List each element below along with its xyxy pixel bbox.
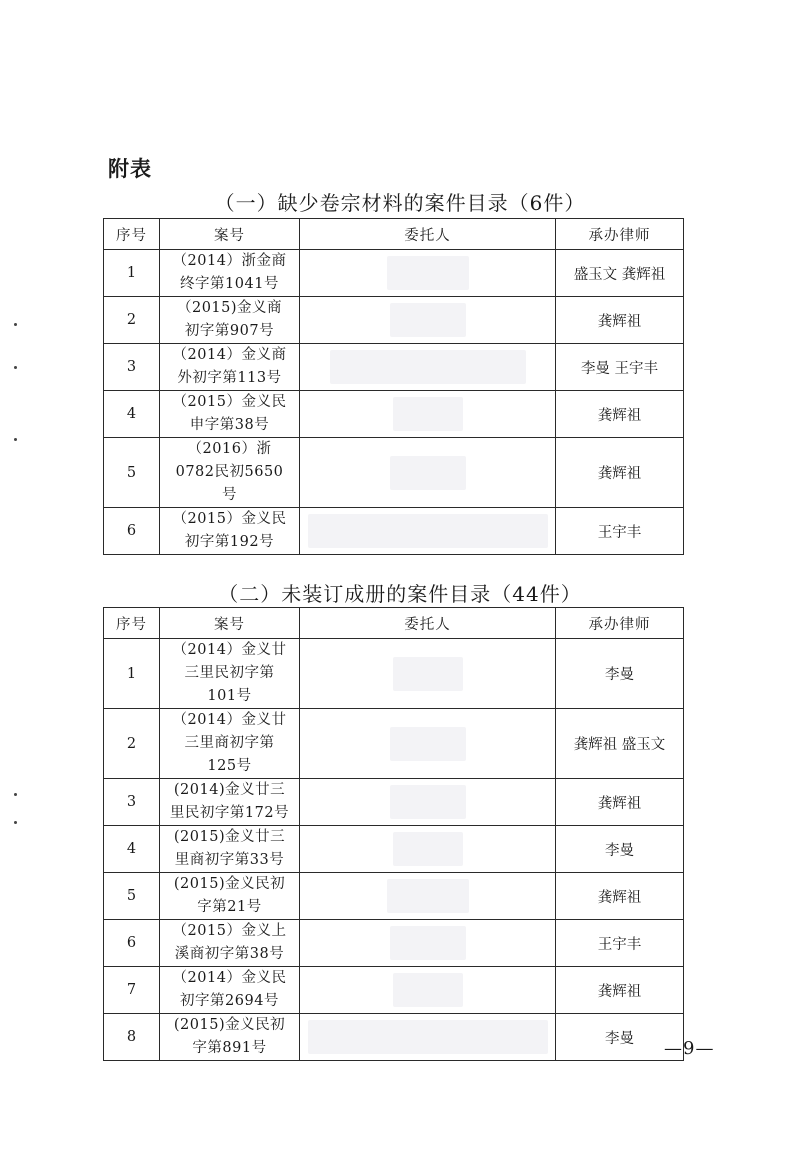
row-no: 2 <box>104 297 160 344</box>
row-no: 6 <box>104 508 160 555</box>
section-1-title: （一）缺少卷宗材料的案件目录（6件） <box>214 191 586 215</box>
client-cell <box>300 967 556 1014</box>
margin-dot <box>14 821 17 824</box>
redacted-client <box>390 727 466 761</box>
section-2-title: （二）未装订成册的案件目录（44件） <box>218 582 582 606</box>
client-cell <box>300 391 556 438</box>
row-no: 2 <box>104 709 160 779</box>
row-no: 1 <box>104 250 160 297</box>
redacted-client <box>390 303 466 337</box>
redacted-client <box>390 785 466 819</box>
header-case: 案号 <box>160 219 300 250</box>
header-lawyer: 承办律师 <box>556 219 684 250</box>
redacted-client <box>393 657 463 691</box>
redacted-client <box>390 456 466 490</box>
client-cell <box>300 344 556 391</box>
table-row <box>104 967 684 1014</box>
case-number: (2015)金义民初字第891号 <box>160 1014 300 1061</box>
row-no: 6 <box>104 920 160 967</box>
page-number: —9— <box>664 1038 715 1059</box>
redacted-client <box>387 879 469 913</box>
table-row <box>104 1014 684 1061</box>
case-number: (2015)金义廿三里商初字第33号 <box>160 826 300 873</box>
row-no: 4 <box>104 391 160 438</box>
row-no: 3 <box>104 344 160 391</box>
case-number: （2015)金义商初字第907号 <box>160 297 300 344</box>
row-no: 5 <box>104 438 160 508</box>
header-client: 委托人 <box>300 219 556 250</box>
margin-dot <box>14 323 17 326</box>
lawyer-cell: 龚辉祖 <box>556 438 684 508</box>
header-lawyer: 承办律师 <box>556 608 684 639</box>
header-client: 委托人 <box>300 608 556 639</box>
case-number: （2015）金义民初字第192号 <box>160 508 300 555</box>
lawyer-cell: 李曼 <box>556 826 684 873</box>
table-row <box>104 709 684 779</box>
lawyer-cell: 龚辉祖 <box>556 779 684 826</box>
table-row <box>104 344 684 391</box>
redacted-client <box>390 926 466 960</box>
table-row <box>104 508 684 555</box>
case-number: （2015）金义民申字第38号 <box>160 391 300 438</box>
client-cell <box>300 297 556 344</box>
lawyer-cell: 龚辉祖 <box>556 391 684 438</box>
row-no: 5 <box>104 873 160 920</box>
page-heading: 附表 <box>108 157 152 181</box>
lawyer-cell: 龚辉祖 盛玉文 <box>556 709 684 779</box>
case-number: （2015）金义上溪商初字第38号 <box>160 920 300 967</box>
table-row <box>104 873 684 920</box>
table-row <box>104 250 684 297</box>
row-no: 4 <box>104 826 160 873</box>
missing-materials-table <box>103 218 684 555</box>
redacted-client <box>393 973 463 1007</box>
redacted-client <box>393 832 463 866</box>
row-no: 3 <box>104 779 160 826</box>
header-case: 案号 <box>160 608 300 639</box>
client-cell <box>300 438 556 508</box>
table-header-row <box>104 608 684 639</box>
lawyer-cell: 龚辉祖 <box>556 297 684 344</box>
client-cell <box>300 873 556 920</box>
client-cell <box>300 779 556 826</box>
header-no: 序号 <box>104 219 160 250</box>
lawyer-cell: 李曼 <box>556 1014 684 1061</box>
redacted-client <box>308 514 548 548</box>
row-no: 1 <box>104 639 160 709</box>
redacted-client <box>308 1020 548 1054</box>
table-row <box>104 639 684 709</box>
client-cell <box>300 508 556 555</box>
redacted-client <box>387 256 469 290</box>
lawyer-cell: 王宇丰 <box>556 508 684 555</box>
client-cell <box>300 250 556 297</box>
margin-dot <box>14 438 17 441</box>
table-header-row <box>104 219 684 250</box>
case-number: (2014)金义廿三里民初字第172号 <box>160 779 300 826</box>
lawyer-cell: 王宇丰 <box>556 920 684 967</box>
lawyer-cell: 李曼 王宇丰 <box>556 344 684 391</box>
lawyer-cell: 李曼 <box>556 639 684 709</box>
table-row <box>104 779 684 826</box>
lawyer-cell: 盛玉文 龚辉祖 <box>556 250 684 297</box>
case-number: （2014）金义廿三里商初字第125号 <box>160 709 300 779</box>
case-number: (2015)金义民初字第21号 <box>160 873 300 920</box>
row-no: 8 <box>104 1014 160 1061</box>
client-cell <box>300 1014 556 1061</box>
table-row <box>104 297 684 344</box>
client-cell <box>300 920 556 967</box>
table-row <box>104 391 684 438</box>
margin-dot <box>14 366 17 369</box>
case-number: （2014）浙金商终字第1041号 <box>160 250 300 297</box>
lawyer-cell: 龚辉祖 <box>556 873 684 920</box>
lawyer-cell: 龚辉祖 <box>556 967 684 1014</box>
client-cell <box>300 639 556 709</box>
table-row <box>104 920 684 967</box>
table-row <box>104 826 684 873</box>
table-row <box>104 438 684 508</box>
client-cell <box>300 709 556 779</box>
header-no: 序号 <box>104 608 160 639</box>
redacted-client <box>393 397 463 431</box>
case-number: （2016）浙0782民初5650号 <box>160 438 300 508</box>
redacted-client <box>330 350 526 384</box>
client-cell <box>300 826 556 873</box>
case-number: （2014）金义商外初字第113号 <box>160 344 300 391</box>
row-no: 7 <box>104 967 160 1014</box>
margin-dot <box>14 793 17 796</box>
unbound-cases-table <box>103 607 684 1061</box>
case-number: （2014）金义廿三里民初字第101号 <box>160 639 300 709</box>
case-number: （2014）金义民初字第2694号 <box>160 967 300 1014</box>
